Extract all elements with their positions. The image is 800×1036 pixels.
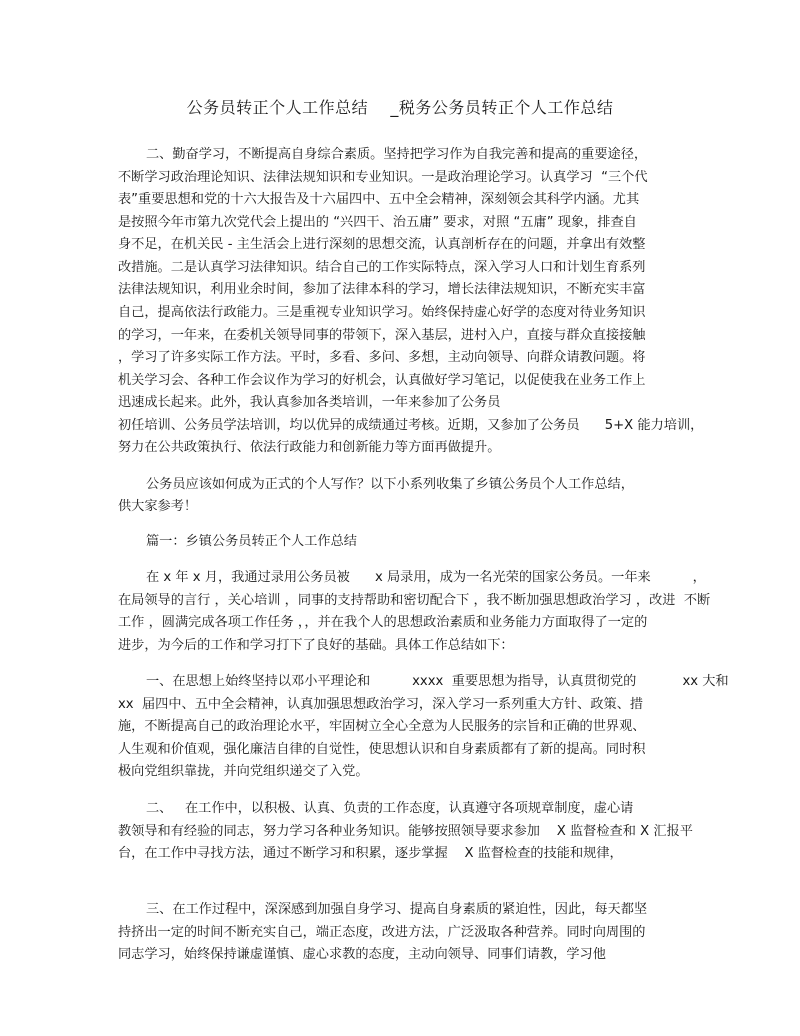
text-line: xx 届四中、五中全会精神，认真加强思想政治学习，深入学习一系列重大方针、政策、措 [118,697,644,712]
text-line: 初任培训、公务员学法培训，均以优异的成绩通过考核。近期，又参加了公务员 5+X 能力培训， [118,418,704,433]
text-line: 机关学习会、各种工作会议作为学习的好机会，认真做好学习笔记，以促使我在业务工作上 [118,373,646,388]
text-line: 进步，为今后的工作和学习打下了良好的基础。具体工作总结如下： [118,638,514,653]
text-line: 的学习，一年来，在委机关领导同事的带领下，深入基层，进村入户，直接与群众直接接触 [118,328,646,343]
text-line: 工作 ，圆满完成各项工作任务 ，，并在我个人的思想政治素质和业务能力方面取得了一定的 [118,615,648,630]
text-line: 一、在思想上始终坚持以邓小平理论和 xxxx 重要思想为指导，认真贯彻党的 xx 大和 [146,674,729,689]
text-line: 法律法规知识，利用业余时间，参加了法律本科的学习，增长法律法规知识，不断充实丰富 [118,282,646,297]
text-line: 供大家参考！ [118,499,198,514]
text-line: 身不足，在机关民 - 主生活会上进行深刻的思想交流，认真剖析存在的问题，并拿出有效整 [118,237,646,252]
text-line: 教领导和有经验的同志，努力学习各种业务知识。能够按照领导要求参加 X 监督检查和 X 汇报平 [118,824,693,839]
text-line: 持挤出一定的时间不断充实自己，端正态度，改进方法，广泛汲取各种营养。同时向周围的 [118,925,646,940]
text-line: 三、在工作过程中，深深感到加强自身学习、提高自身素质的紧迫性，因此，每天都坚 [146,902,648,917]
text-line: 二、 在工作中，以积极、认真、负责的工作态度，认真遵守各项规章制度，虚心请 [146,801,634,816]
text-line: 努力在公共政策执行、依法行政能力和创新能力等方面再做提升。 [118,440,501,455]
text-line: 是按照今年市第九次党代会上提出的 “兴四干、治五庸” 要求，对照 “五庸” 现象，排查自 [118,215,637,230]
text-line: 公务员应该如何成为正式的个人写作？以下小系列收集了乡镇公务员个人工作总结， [146,477,634,492]
text-line: 二、勤奋学习，不断提高自身综合素质。坚持把学习作为自我完善和提高的重要途径， [146,147,648,162]
text-line: 同志学习，始终保持谦虚谨慎、虚心求教的态度，主动向领导、同事们请教，学习他 [118,947,606,962]
document-title: 公务员转正个人工作总结 _税务公务员转正个人工作总结 [186,98,614,117]
text-line: 在局领导的言行 ，关心培训 ，同事的支持帮助和密切配合下 ，我不断加强思想政治学习 ，改进 不断 [118,593,711,608]
text-line: 不断学习政治理论知识、法律法规知识和专业知识。一是政治理论学习。认真学习 “三个代 [118,170,648,185]
text-line: 改措施。二是认真学习法律知识。结合自己的工作实际特点，深入学习人口和计划生育系列 [118,260,646,275]
text-line: 自己，提高依法行政能力。三是重视专业知识学习。始终保持虚心好学的态度对待业务知识 [118,305,646,320]
text-line: 人生观和价值观，强化廉洁自律的自觉性，使思想认识和自身素质都有了新的提高。同时积 [118,742,646,757]
text-line: 在 x 年 x 月，我通过录用公务员被 x 局录用，成为一名光荣的国家公务员。一年来 ， [146,570,706,585]
text-line: ，学习了许多实际工作方法。平时，多看、多问、多想，主动向领导、向群众请教问题。将 [118,350,646,365]
text-line: 极向党组织靠拢，并向党组织递交了入党。 [118,764,369,779]
text-line: 施，不断提高自己的政治理论水平，牢固树立全心全意为人民服务的宗旨和正确的世界观、 [118,719,646,734]
text-line: 迅速成长起来。此外，我认真参加各类培训，一年来参加了公务员 [118,395,501,410]
section-heading: 篇一：乡镇公务员转正个人工作总结 [146,534,357,549]
text-line: 表”重要思想和党的十六大报告及十六届四中、五中全会精神，深刻领会其科学内涵。尤其 [118,192,640,207]
text-line: 台，在工作中寻找方法，通过不断学习和积累，逐步掌握 X 监督检查的技能和规律， [118,846,623,861]
